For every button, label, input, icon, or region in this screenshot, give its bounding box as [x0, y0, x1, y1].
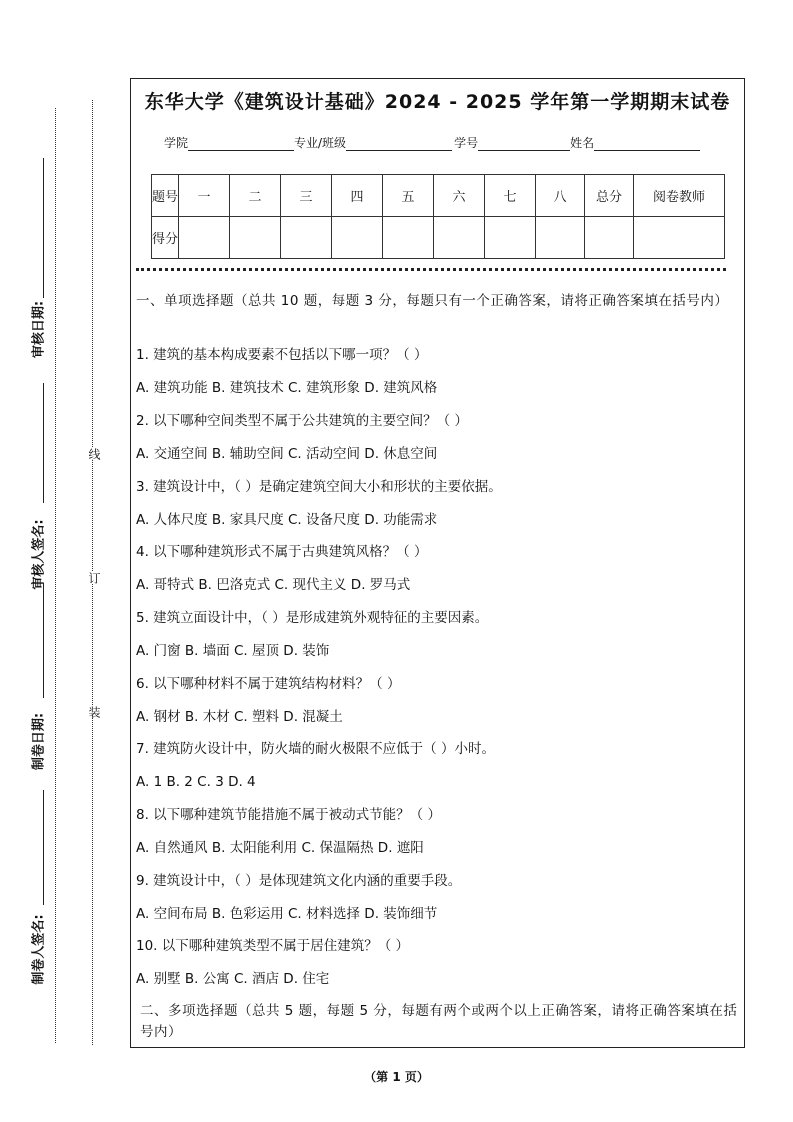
outer-dotted-line — [55, 108, 56, 1043]
question-text: 6. 以下哪种材料不属于建筑结构材料？（ ） — [136, 676, 401, 692]
section2-heading: 二、多项选择题（总共 5 题，每题 5 分，每题有两个或两个以上正确答案，请将正确答案填在括号内） — [140, 1003, 738, 1040]
score-cell[interactable] — [585, 217, 634, 259]
question-options: A. 哥特式 B. 巴洛克式 C. 现代主义 D. 罗马式 — [136, 577, 411, 593]
score-col-6: 六 — [434, 175, 485, 217]
question-options: A. 门窗 B. 墙面 C. 屋顶 D. 装饰 — [136, 643, 330, 659]
question-options: A. 交通空间 B. 辅助空间 C. 活动空间 D. 休息空间 — [136, 446, 438, 462]
paper-maker-signature-label: 制卷人签名: — [31, 914, 47, 985]
name-field[interactable] — [594, 136, 700, 151]
score-col-8: 八 — [536, 175, 585, 217]
grader-header: 阅卷教师 — [634, 175, 725, 217]
score-row-header: 得分 — [152, 217, 179, 259]
question-options: A. 自然通风 B. 太阳能利用 C. 保温隔热 D. 遮阳 — [136, 840, 424, 856]
question-options: A. 钢材 B. 木材 C. 塑料 D. 混凝土 — [136, 709, 343, 725]
question-text: 3. 建筑设计中，（ ）是确定建筑空间大小和形状的主要依据。 — [136, 479, 502, 495]
question-text: 1. 建筑的基本构成要素不包括以下哪一项？（ ） — [136, 347, 428, 363]
name-label: 姓名 — [570, 136, 595, 150]
score-cell[interactable] — [634, 217, 725, 259]
score-cell[interactable] — [485, 217, 536, 259]
question-options: A. 人体尺度 B. 家具尺度 C. 设备尺度 D. 功能需求 — [136, 512, 438, 528]
score-table — [151, 174, 725, 259]
score-col-total: 总分 — [585, 175, 634, 217]
score-col-5: 五 — [383, 175, 434, 217]
student-info-row — [164, 134, 700, 151]
score-cell[interactable] — [536, 217, 585, 259]
question-text: 7. 建筑防火设计中，防火墙的耐火极限不应低于（ ）小时。 — [136, 741, 495, 757]
major-class-label: 专业/班级 — [294, 136, 347, 150]
score-col-2: 二 — [230, 175, 281, 217]
student-id-field[interactable] — [478, 136, 570, 151]
paper-date-line — [43, 583, 44, 698]
question-text: 10. 以下哪种建筑类型不属于居住建筑？（ ） — [136, 938, 410, 954]
score-table-header-row — [152, 175, 725, 217]
reviewer-signature-label: 审核人签名: — [31, 519, 47, 590]
major-class-field[interactable] — [346, 136, 452, 151]
review-date-line — [43, 158, 44, 298]
score-cell[interactable] — [383, 217, 434, 259]
question-text: 8. 以下哪种建筑节能措施不属于被动式节能？（ ） — [136, 807, 441, 823]
student-id-label: 学号 — [454, 136, 479, 150]
score-table-score-row — [152, 217, 725, 259]
question-options: A. 1 B. 2 C. 3 D. 4 — [136, 774, 256, 790]
paper-date-label: 制卷日期: — [31, 712, 47, 771]
question-text: 9. 建筑设计中，（ ）是体现建筑文化内涵的重要手段。 — [136, 873, 462, 889]
score-col-4: 四 — [332, 175, 383, 217]
binding-mark-bind: 装 — [87, 706, 101, 718]
question-text: 2. 以下哪种空间类型不属于公共建筑的主要空间？（ ） — [136, 413, 468, 429]
exam-title: 东华大学《建筑设计基础》2024 - 2025 学年第一学期期末试卷 — [144, 91, 731, 113]
binding-mark-staple: 订 — [87, 572, 101, 584]
score-col-1: 一 — [179, 175, 230, 217]
score-col-7: 七 — [485, 175, 536, 217]
score-cell[interactable] — [281, 217, 332, 259]
score-cell[interactable] — [230, 217, 281, 259]
page-number: （第 1 页） — [364, 1070, 429, 1084]
question-text: 4. 以下哪种建筑形式不属于古典建筑风格？（ ） — [136, 544, 428, 560]
review-date-label: 审核日期: — [31, 300, 47, 359]
score-cell[interactable] — [434, 217, 485, 259]
paper-maker-signature-line — [43, 790, 44, 905]
section1-heading: 一、单项选择题（总共 10 题，每题 3 分，每题只有一个正确答案，请将正确答案填在括号内） — [136, 293, 729, 309]
score-cell[interactable] — [332, 217, 383, 259]
college-field[interactable] — [188, 136, 294, 151]
question-text: 5. 建筑立面设计中，（ ）是形成建筑外观特征的主要因素。 — [136, 610, 489, 626]
college-label: 学院 — [164, 136, 189, 150]
binding-mark-line: 线 — [87, 448, 101, 460]
question-options: A. 空间布局 B. 色彩运用 C. 材料选择 D. 装饰细节 — [136, 906, 438, 922]
question-options: A. 别墅 B. 公寓 C. 酒店 D. 住宅 — [136, 971, 330, 987]
score-cell[interactable] — [179, 217, 230, 259]
reviewer-signature-line — [43, 383, 44, 503]
exam-paper — [130, 78, 745, 1048]
question-options: A. 建筑功能 B. 建筑技术 C. 建筑形象 D. 建筑风格 — [136, 380, 438, 396]
score-col-3: 三 — [281, 175, 332, 217]
question-number-header: 题号 — [152, 175, 179, 217]
dotted-separator — [136, 268, 726, 271]
